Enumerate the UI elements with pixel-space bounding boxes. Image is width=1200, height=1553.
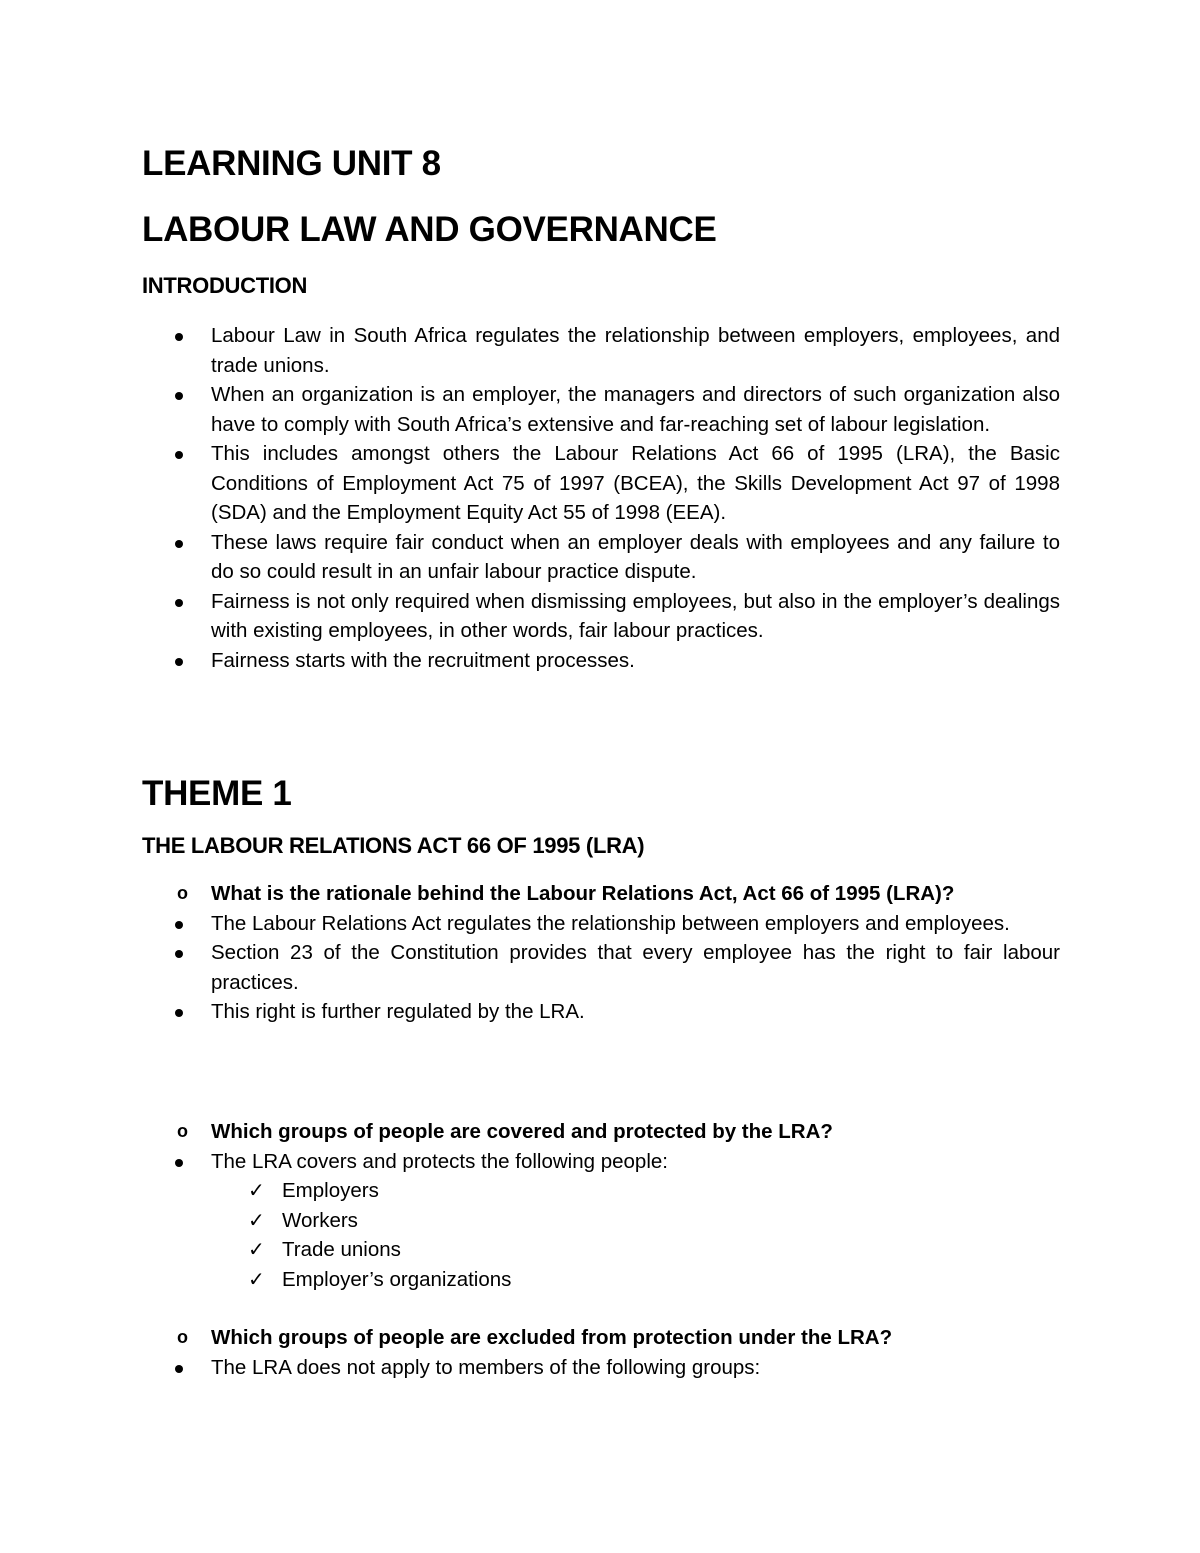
list-item-text: Labour Law in South Africa regulates the relationship between employers, employees, and trade unions. bbox=[211, 324, 1060, 377]
checklist-item bbox=[142, 1235, 1060, 1265]
list-item-text: When an organization is an employer, the managers and directors of such organization also have to comply with South Africa’s extensive and far-reaching set of labour legislation. bbox=[211, 383, 1060, 436]
bullet-icon bbox=[175, 1009, 183, 1017]
section2-list bbox=[142, 1117, 1060, 1294]
theme-heading: THEME 1 bbox=[142, 774, 292, 813]
checklist-item-text: Employer’s organizations bbox=[282, 1267, 512, 1291]
circle-bullet-icon: o bbox=[177, 1327, 188, 1347]
bullet-icon bbox=[175, 333, 183, 341]
circle-bullet-icon: o bbox=[177, 883, 188, 903]
unit-heading: LEARNING UNIT 8 bbox=[142, 144, 441, 183]
checklist-item-text: Employers bbox=[282, 1179, 379, 1202]
list-item bbox=[142, 380, 1060, 439]
list-item bbox=[142, 528, 1060, 587]
page-title: LABOUR LAW AND GOVERNANCE bbox=[142, 210, 717, 249]
bullet-icon bbox=[175, 599, 183, 607]
checklist-item-text: Trade unions bbox=[282, 1238, 401, 1261]
list-item bbox=[142, 997, 1060, 1027]
checkmark-icon: ✓ bbox=[248, 1207, 265, 1232]
question-text: Which groups of people are covered and protected by the LRA? bbox=[211, 1120, 833, 1143]
list-item-text: These laws require fair conduct when an employer deals with employees and any failure to do so could result in an unfair labour practice dispute. bbox=[211, 530, 1060, 583]
circle-bullet-icon: o bbox=[177, 1121, 188, 1141]
bullet-icon bbox=[175, 950, 183, 958]
bullet-icon bbox=[175, 1159, 183, 1167]
question-item bbox=[142, 1117, 1060, 1147]
checkmark-icon: ✓ bbox=[248, 1237, 265, 1261]
list-item-text: Fairness is not only required when dismissing employees, but also in the employer’s dealings with existing employees, in other words, fair labour practices. bbox=[211, 589, 1060, 642]
list-item bbox=[142, 646, 1060, 676]
list-item-text: Fairness starts with the recruitment processes. bbox=[211, 648, 635, 672]
list-item-text: This includes amongst others the Labour Relations Act 66 of 1995 (LRA), the Basic Conditions of Employment Act 75 of 1997 (BCEA), the Skills Development Act 97 of 1998 (SDA) and the Employment Equity Act 55 of 1998 (EEA). bbox=[211, 442, 1060, 524]
theme-subtitle: THE LABOUR RELATIONS ACT 66 OF 1995 (LRA) bbox=[142, 833, 645, 858]
bullet-icon bbox=[175, 392, 183, 400]
checklist-item bbox=[142, 1265, 1060, 1295]
list-item bbox=[142, 439, 1060, 528]
checklist-item bbox=[142, 1176, 1060, 1206]
bullet-icon bbox=[175, 658, 183, 666]
list-item-text: The LRA covers and protects the following people: bbox=[211, 1149, 668, 1173]
checkmark-icon: ✓ bbox=[248, 1178, 265, 1202]
list-item-text: The Labour Relations Act regulates the relationship between employers and employees. bbox=[211, 911, 1010, 935]
bullet-icon bbox=[175, 1365, 183, 1373]
bullet-icon bbox=[175, 451, 183, 459]
question-item bbox=[142, 879, 1060, 909]
section1-list bbox=[142, 879, 1060, 1027]
list-item bbox=[142, 938, 1060, 997]
list-item bbox=[142, 321, 1060, 380]
list-item bbox=[142, 909, 1060, 939]
list-item bbox=[142, 1147, 1060, 1177]
bullet-icon bbox=[175, 921, 183, 929]
question-item bbox=[142, 1323, 1060, 1353]
list-item-text: The LRA does not apply to members of the following groups: bbox=[211, 1355, 761, 1379]
question-text: Which groups of people are excluded from protection under the LRA? bbox=[211, 1326, 893, 1349]
checkmark-icon: ✓ bbox=[248, 1266, 265, 1291]
list-item bbox=[142, 587, 1060, 646]
checklist-item-text: Workers bbox=[282, 1208, 358, 1232]
list-item-text: Section 23 of the Constitution provides that every employee has the right to fair labour practices. bbox=[211, 941, 1060, 994]
introduction-heading: INTRODUCTION bbox=[142, 273, 308, 298]
list-item-text: This right is further regulated by the LRA. bbox=[211, 1000, 585, 1023]
list-item bbox=[142, 1353, 1060, 1383]
section3-list bbox=[142, 1323, 1060, 1382]
intro-bullet-list bbox=[142, 321, 1060, 675]
question-text: What is the rationale behind the Labour Relations Act, Act 66 of 1995 (LRA)? bbox=[211, 882, 955, 905]
checklist-item bbox=[142, 1206, 1060, 1236]
bullet-icon bbox=[175, 540, 183, 548]
